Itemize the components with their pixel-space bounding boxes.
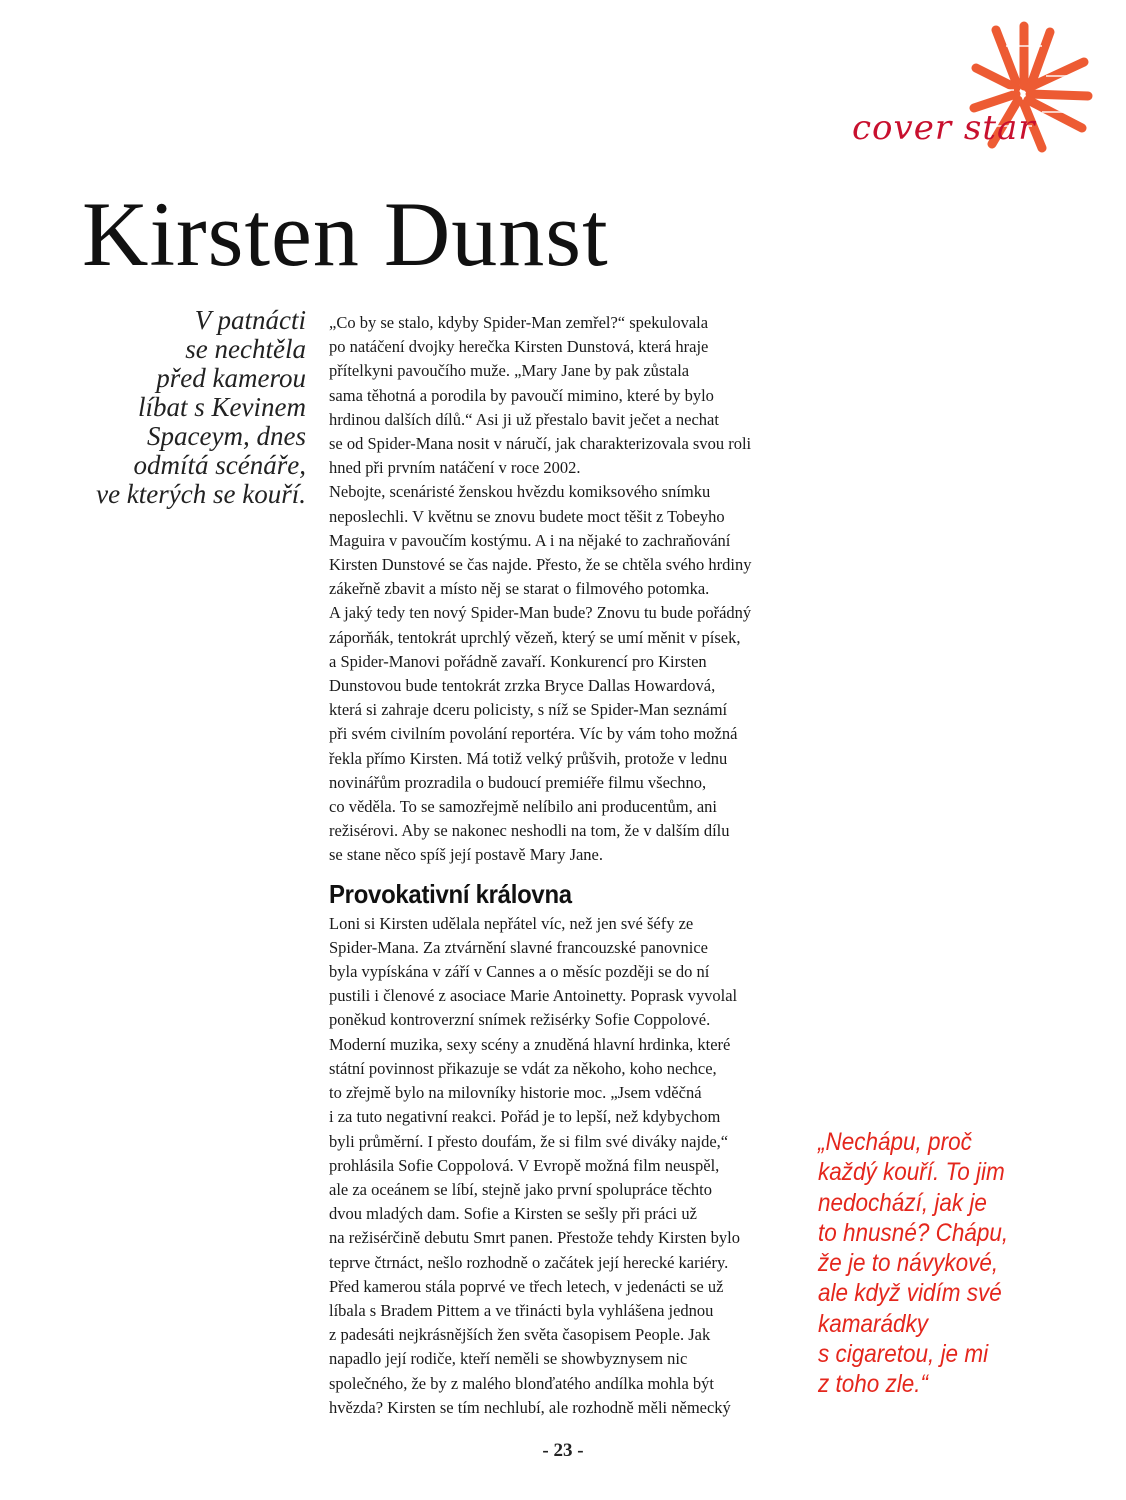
body-line: dvou mladých dam. Sofie a Kirsten se sešly při práci už (329, 1204, 697, 1224)
article-body (329, 311, 799, 1420)
body-line: A jaký tedy ten nový Spider-Man bude? Znovu tu bude pořádný (329, 603, 752, 623)
body-line: Před kamerou stála poprvé ve třech letech, v jedenácti se už (329, 1276, 724, 1296)
section-label: cover star (852, 108, 1036, 148)
pull-quote-line: kamarádky (818, 1309, 929, 1338)
body-line: „Co by se stalo, kdyby Spider-Man zemřel?“ spekulovala (329, 313, 709, 332)
body-section-2 (329, 912, 799, 1420)
page-number: - 23 - (542, 1440, 584, 1461)
body-line: řekla přímo Kirsten. Má totiž velký průšvih, protože v lednu (329, 748, 728, 768)
body-line: a Spider-Manovi pořádně zavaří. Konkurencí pro Kirsten (329, 651, 707, 671)
body-line: po natáčení dvojky herečka Kirsten Dunstová, která hraje (329, 337, 709, 357)
body-line: hvězda? Kirsten se tím nechlubí, ale rozhodně měli německý (329, 1397, 731, 1417)
body-line: napadlo její rodiče, kteří neměli se showbyznysem nic (329, 1349, 688, 1369)
body-line: společného, že by z malého blonďatého andílka mohla být (329, 1373, 715, 1393)
body-line: Loni si Kirsten udělala nepřátel víc, než jen své šéfy ze (329, 913, 694, 933)
body-line: hrdinou dalších dílů.“ Asi ji už přestalo bavit ječet a nechat (329, 409, 719, 429)
body-line: pustili i členové z asociace Marie Antoinetty. Poprask vyvolal (329, 986, 738, 1006)
pull-quote-line: nedochází, jak je (818, 1188, 987, 1217)
lead-line: líbat s Kevinem (138, 392, 306, 422)
lead-line: se nechtěla (185, 334, 306, 364)
body-line: hned při prvním natáčení v roce 2002. (329, 458, 581, 478)
lead-line: před kamerou (156, 363, 306, 393)
header-logo (846, 16, 1106, 156)
body-line: neposlechli. V květnu se znovu budete moct těšit z Tobeyho (329, 506, 725, 526)
body-line: Spider-Mana. Za ztvárnění slavné francouzské panovnice (329, 937, 709, 957)
lead-line: Spaceym, dnes (147, 421, 306, 451)
pull-quote-line: že je to návykové, (818, 1249, 999, 1278)
body-line: Dunstovou bude tentokrát zrzka Bryce Dallas Howardová, (329, 676, 716, 696)
pull-quote-line: „Nechápu, proč (818, 1128, 972, 1156)
body-line: novinářům prozradila o budoucí premiéře filmu všechno, (329, 772, 707, 792)
pull-quote (818, 1127, 1058, 1400)
lead-line: odmítá scénáře, (133, 450, 306, 480)
body-section-1 (329, 311, 799, 868)
body-line: Moderní muzika, sexy scény a znuděná hlavní hrdinka, které (329, 1034, 731, 1054)
body-line: Kirsten Dunstové se čas najde. Přesto, že se chtěla svého hrdiny (329, 555, 752, 575)
body-line: se stane něco spíš její postavě Mary Jane. (329, 845, 604, 865)
body-line: z padesáti nejkrásnějších žen světa časopisem People. Jak (329, 1325, 711, 1345)
lead-line: V patnácti (194, 305, 306, 335)
body-line: sama těhotná a porodila by pavoučí mimino, které by bylo (329, 385, 714, 405)
body-line: ale za oceánem se líbí, stejně jako první spolupráce těchto (329, 1179, 713, 1199)
body-line: líbala s Bradem Pittem a ve třinácti byla vyhlášena jednou (329, 1300, 714, 1320)
body-line: režisérovi. Aby se nakonec neshodli na tom, že v dalším dílu (329, 821, 730, 841)
body-line: zákeřně zbavit a místo něj se starat o filmového potomka. (329, 579, 710, 599)
lead-line: ve kterých se kouří. (96, 479, 306, 509)
pull-quote-line: ale když vidím své (818, 1279, 1002, 1308)
body-line: byla vypískána v září v Cannes a o měsíc později se do ní (329, 962, 710, 982)
body-line: Nebojte, scenáristé ženskou hvězdu komiksového snímku (329, 482, 711, 502)
body-line: přítelkyni pavoučího muže. „Mary Jane by pak zůstala (329, 361, 690, 381)
body-line: poněkud kontroverzní snímek režisérky Sofie Coppolové. (329, 1010, 711, 1030)
pull-quote-line: každý kouří. To jim (818, 1158, 1005, 1187)
pull-quote-line: z toho zle.“ (818, 1370, 929, 1399)
lead-paragraph (60, 306, 306, 509)
body-line: byli průměrní. I přesto doufám, že si film své diváky najde,“ (329, 1131, 729, 1151)
pull-quote-line: to hnusné? Chápu, (818, 1218, 1009, 1247)
body-line: prohlásila Sofie Coppolová. V Evropě možná film neuspěl, (329, 1155, 720, 1175)
body-line: to zřejmě bylo na milovníky historie moc. „Jsem vděčná (329, 1083, 702, 1103)
body-line: státní povinnost přikazuje se vdát za někoho, koho nechce, (329, 1058, 717, 1078)
section-subheading: Provokativní královna (329, 878, 572, 909)
body-line: teprve čtrnáct, nešlo rozhodně o začátek její herecké kariéry. (329, 1252, 729, 1272)
body-line: která si zahraje dceru policisty, s níž se Spider-Man seznámí (329, 700, 728, 720)
body-line: na režisérčině debutu Smrt panen. Přestože tehdy Kirsten bylo (329, 1228, 741, 1248)
article-title: Kirsten Dunst (82, 183, 609, 285)
body-line: při svém civilním povolání reportéra. Víc by vám toho možná (329, 724, 738, 744)
body-line: záporňák, tentokrát uprchlý vězeň, který se umí měnit v písek, (329, 627, 741, 647)
body-line: co věděla. To se samozřejmě nelíbilo ani producentům, ani (329, 797, 717, 817)
pull-quote-line: s cigaretou, je mi (818, 1340, 989, 1369)
body-line: Maguira v pavoučím kostýmu. A i na nějaké to zachraňování (329, 530, 731, 550)
body-line: se od Spider-Mana nosit v náručí, jak charakterizovala svou roli (329, 434, 752, 454)
body-line: i za tuto negativní reakci. Pořád je to lepší, než kdybychom (329, 1107, 721, 1127)
